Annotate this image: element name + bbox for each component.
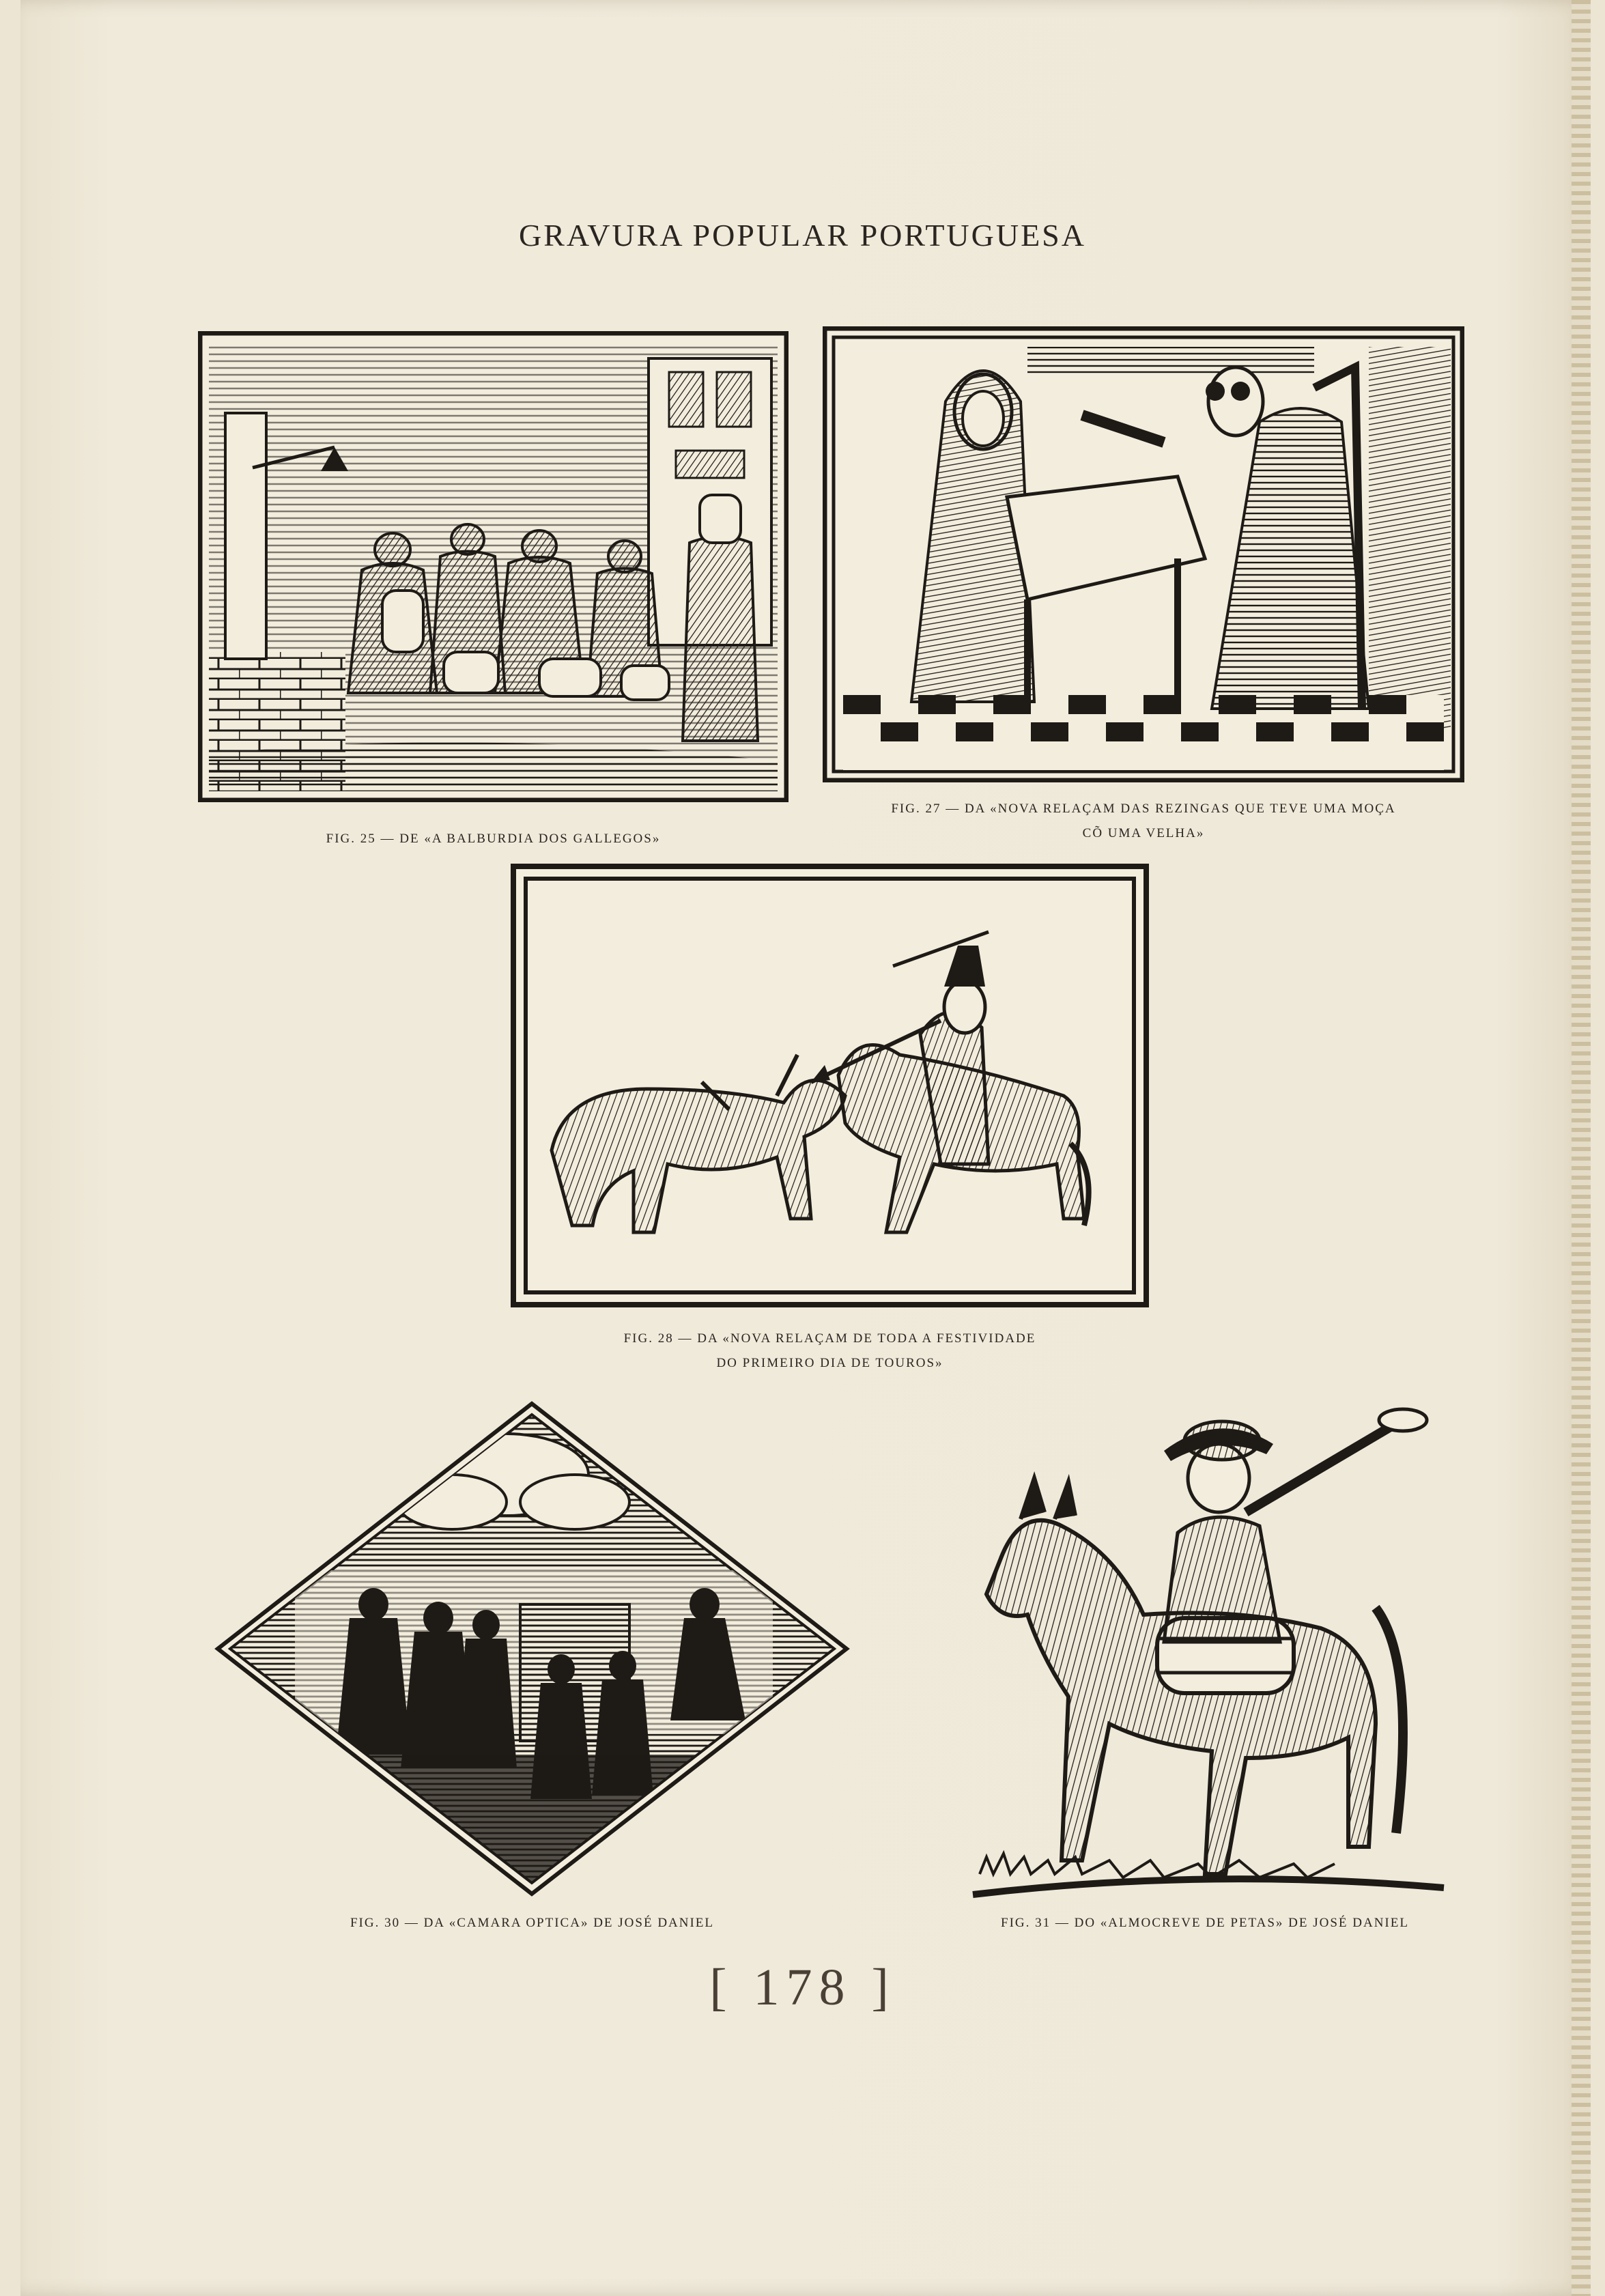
woodcut-diamond-crowd-image bbox=[213, 1400, 851, 1898]
figure-31-caption: FIG. 31 — DO «ALMOCREVE DE PETAS» DE JOSÉ DANIEL bbox=[1001, 1916, 1409, 1930]
woodcut-street-porters-image bbox=[198, 331, 789, 802]
figure-28-caption-line1: FIG. 28 — DA «NOVA RELAÇAM DE TODA A FESTIVIDADE bbox=[623, 1331, 1036, 1346]
figure-31-woodcut bbox=[959, 1403, 1451, 1908]
figure-28-woodcut bbox=[511, 864, 1149, 1307]
figure-27-woodcut bbox=[823, 326, 1464, 782]
figure-30-woodcut bbox=[213, 1400, 851, 1898]
page-edge bbox=[1572, 0, 1591, 2296]
figure-25-caption: FIG. 25 — DE «A BALBURDIA DOS GALLEGOS» bbox=[326, 832, 661, 846]
figure-30-caption: FIG. 30 — DA «CAMARA OPTICA» DE JOSÉ DANIEL bbox=[350, 1916, 715, 1930]
figure-28-caption-line2: DO PRIMEIRO DIA DE TOUROS» bbox=[716, 1356, 943, 1370]
woodcut-two-women-table-image bbox=[823, 326, 1464, 782]
figure-27-caption-line2: CÕ UMA VELHA» bbox=[1082, 826, 1205, 840]
page-number: [ 178 ] bbox=[709, 1959, 896, 2016]
figure-25-woodcut bbox=[198, 331, 789, 802]
figure-27-caption-line1: FIG. 27 — DA «NOVA RELAÇAM DAS REZINGAS QUE TEVE UMA MOÇA bbox=[891, 802, 1396, 816]
running-head: GRAVURA POPULAR PORTUGUESA bbox=[519, 218, 1086, 253]
woodcut-muleteer-image bbox=[959, 1403, 1451, 1908]
woodcut-bull-and-rider-image bbox=[511, 864, 1149, 1307]
